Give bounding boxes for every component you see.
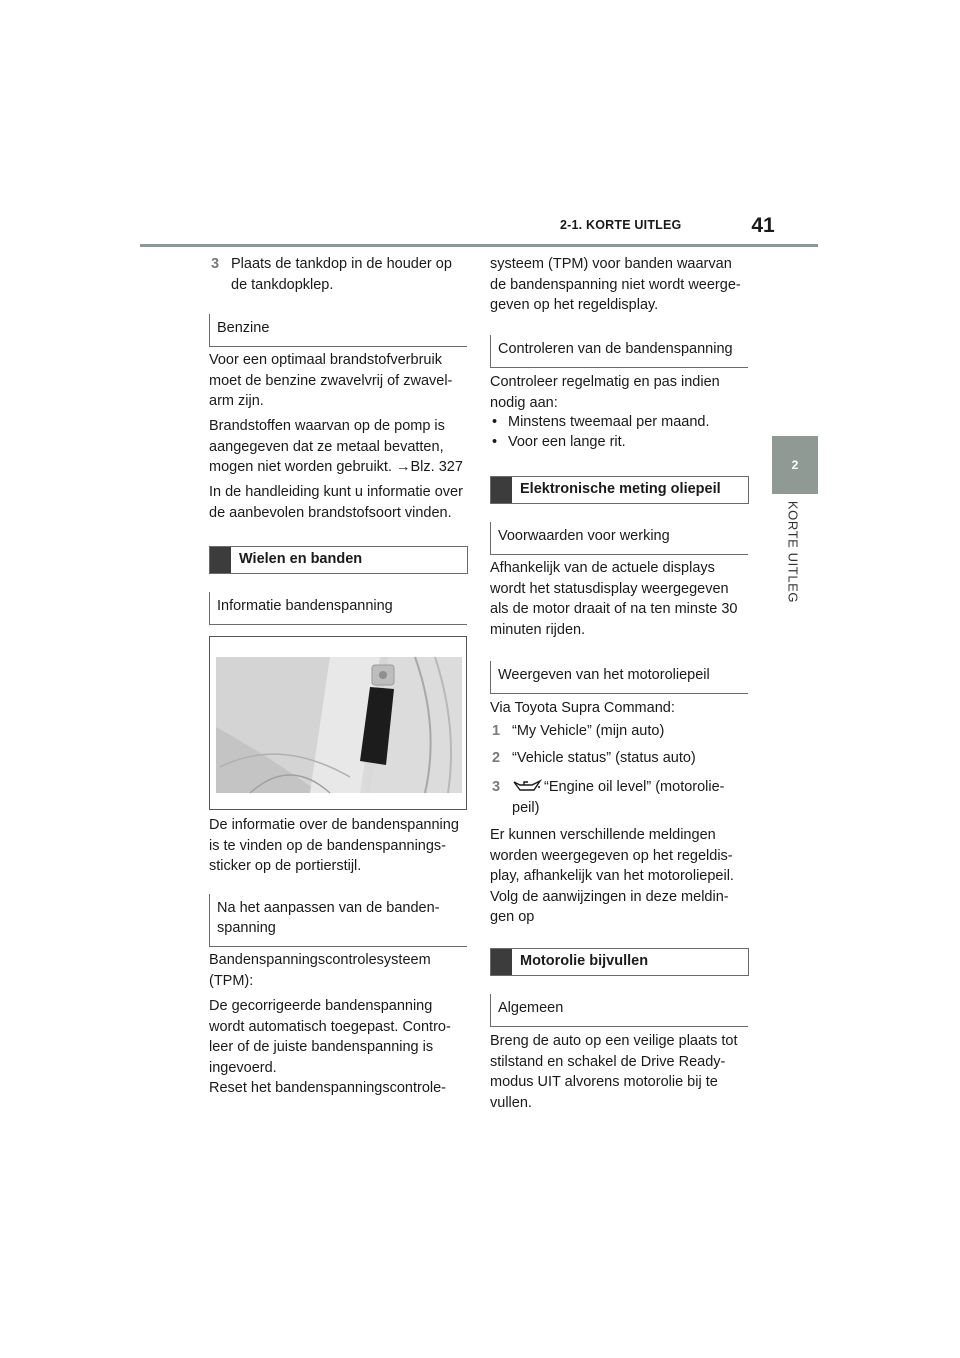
subheading-text: Weergeven van het motoroliepeil bbox=[498, 667, 710, 683]
step-number: 3 bbox=[492, 779, 501, 795]
bullet-text: Voor een lange rit. bbox=[508, 434, 626, 450]
paragraph: Voor een optimaal brandstofverbruik moet de benzine zwavelvrij of zwavel-arm zijn. bbox=[209, 352, 453, 409]
bullet-dot: • bbox=[492, 434, 498, 450]
header-rule bbox=[140, 244, 818, 247]
section-heading-oil-measurement bbox=[490, 476, 749, 504]
section-marker bbox=[210, 547, 231, 573]
subheading-text: Algemeen bbox=[498, 1000, 564, 1016]
subheading-benzine bbox=[209, 314, 467, 347]
subheading-text: Benzine bbox=[217, 320, 270, 336]
paragraph: Er kunnen verschillende meldingen worden weergegeven op het regeldis-play, afhankelijk van het motoroliepeil. Volg de aanwijzingen in deze meldin-gen op bbox=[490, 827, 734, 925]
paragraph: Bandenspanningscontrolesysteem (TPM): bbox=[209, 952, 431, 989]
paragraph: Via Toyota Supra Command: bbox=[490, 700, 675, 716]
paragraph: De gecorrigeerde bandenspanning wordt automatisch toegepast. Contro-leer of de juiste bandenspanning is ingevoerd. bbox=[209, 998, 451, 1076]
step-2 bbox=[490, 748, 748, 769]
step-number: 2 bbox=[492, 750, 501, 766]
paragraph: Reset het bandenspanningscontrole- bbox=[209, 1080, 446, 1096]
subheading-text: Controleren van de bandenspanning bbox=[498, 341, 733, 357]
subheading-check-pressure bbox=[490, 335, 748, 368]
section-heading-wheels bbox=[209, 546, 468, 574]
paragraph: Afhankelijk van de actuele displays wordt het statusdisplay weergegeven als de motor draait of na ten minste 30 minuten rijden. bbox=[490, 560, 738, 638]
section-title: Wielen en banden bbox=[239, 551, 363, 567]
section-title: Motorolie bijvullen bbox=[520, 953, 649, 969]
chapter-number: 2 bbox=[791, 458, 799, 472]
step-number: 1 bbox=[492, 723, 501, 739]
subheading-prerequisites bbox=[490, 522, 748, 555]
subheading-text: Informatie bandenspanning bbox=[217, 598, 393, 614]
step-number: 3 bbox=[211, 256, 220, 272]
step-1 bbox=[490, 721, 748, 742]
chapter-label: KORTE UITLEG bbox=[785, 500, 801, 604]
step-text-with-icon bbox=[490, 777, 748, 818]
bullet-item bbox=[490, 432, 748, 453]
subheading-text: Na het aanpassen van de banden-spanning bbox=[217, 900, 440, 936]
bullet-item bbox=[490, 412, 748, 433]
paragraph: Controleer regelmatig en pas indien nodig aan: bbox=[490, 374, 720, 411]
oil-can-icon bbox=[512, 778, 542, 794]
bullet-text: Minstens tweemaal per maand. bbox=[508, 414, 710, 430]
subheading-display-oil-level bbox=[490, 661, 748, 694]
paragraph: Brandstoffen waarvan op de pomp is aangegeven dat ze metaal bevatten, mogen niet worden gebruikt. →Blz. 327 bbox=[209, 418, 463, 475]
step-text: “Engine oil level” (motorolie-peil) bbox=[512, 779, 725, 816]
section-marker bbox=[491, 477, 512, 503]
step-3 bbox=[490, 777, 748, 818]
step-text: Plaats de tankdop in de houder op de tankdopklep. bbox=[231, 256, 452, 293]
subheading-general bbox=[490, 994, 748, 1027]
section-heading-oil-refill bbox=[490, 948, 749, 976]
paragraph: De informatie over de bandenspanning is te vinden op de bandenspannings-sticker op de portierstijl. bbox=[209, 817, 459, 874]
door-pillar-sticker-illustration bbox=[209, 636, 467, 810]
door-pillar-drawing bbox=[210, 637, 468, 811]
section-marker bbox=[491, 949, 512, 975]
step-text: “Vehicle status” (status auto) bbox=[512, 750, 696, 766]
running-header: 2-1. KORTE UITLEG bbox=[560, 218, 682, 232]
subheading-text: Voorwaarden voor werking bbox=[498, 528, 670, 544]
step-3 bbox=[209, 254, 467, 295]
bullet-dot: • bbox=[492, 414, 498, 430]
chapter-tab bbox=[772, 436, 818, 494]
subheading-after-adjust bbox=[209, 894, 467, 947]
section-title: Elektronische meting oliepeil bbox=[520, 481, 721, 497]
step-text: “My Vehicle” (mijn auto) bbox=[512, 723, 665, 739]
subheading-tire-info bbox=[209, 592, 467, 625]
paragraph: systeem (TPM) voor banden waarvan de bandenspanning niet wordt weerge-geven op het regeldisplay. bbox=[490, 256, 741, 313]
page-number: 41 bbox=[751, 214, 775, 237]
paragraph: Breng de auto op een veilige plaats tot stilstand en schakel de Drive Ready-modus UIT alvorens motorolie bij te vullen. bbox=[490, 1033, 738, 1111]
paragraph: In de handleiding kunt u informatie over de aanbevolen brandstofsoort vinden. bbox=[209, 484, 463, 521]
